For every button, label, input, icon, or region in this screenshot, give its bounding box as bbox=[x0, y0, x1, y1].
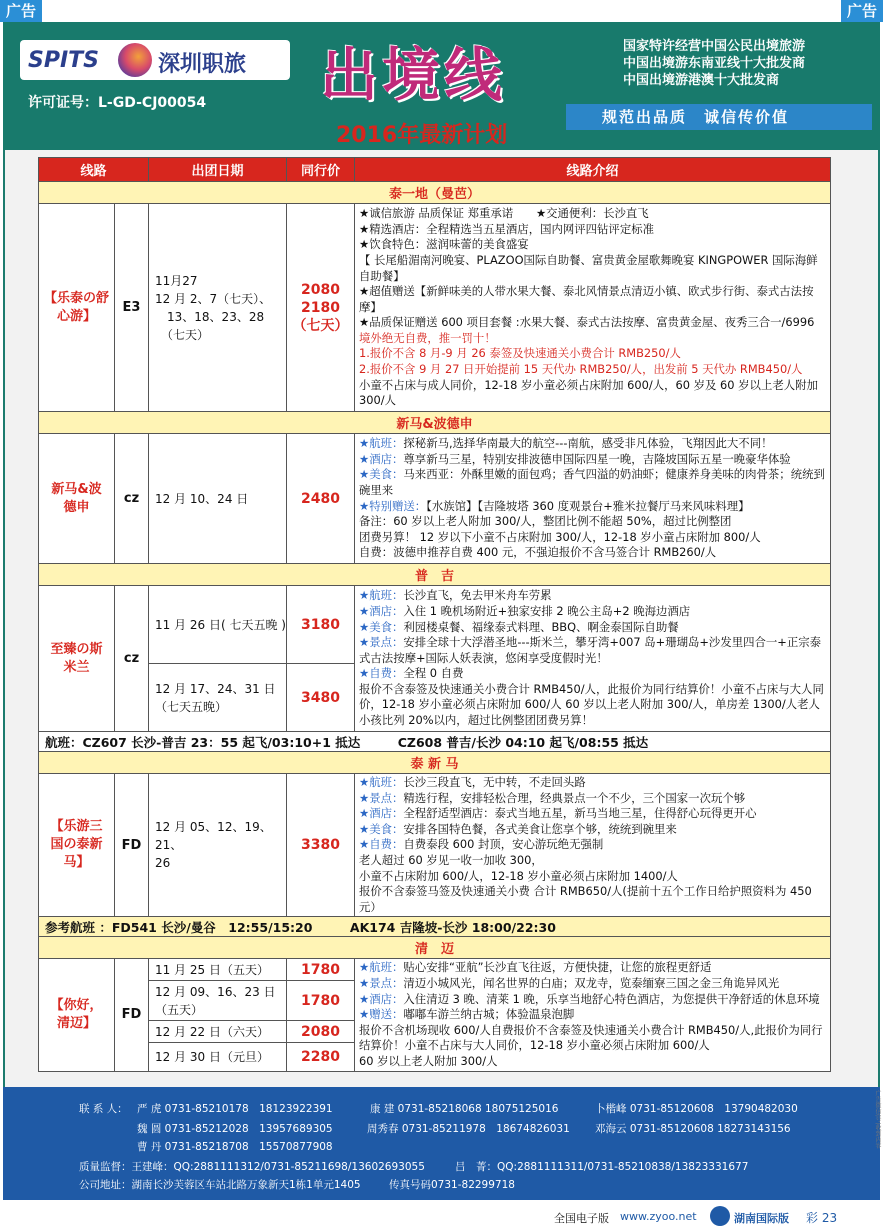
table-header-row bbox=[39, 158, 831, 182]
desc-label: ★航班： bbox=[359, 588, 404, 603]
edition-name: 湖南国际版 bbox=[734, 1212, 789, 1225]
trade-price: 3380 bbox=[287, 774, 355, 917]
desc-line: 报价不含泰签马签及快速通关小费 合计 RMB650/人(提前十五个工作日给护照资料为 450 元） bbox=[359, 884, 812, 914]
desc-line bbox=[359, 775, 826, 791]
ad-label-left: 广告 bbox=[0, 0, 42, 22]
desc-text: 马来西亚：外酥里嫩的面包鸡；香气四溢的奶油虾；健康养身美味的肉骨茶；统统到碗里来 bbox=[359, 467, 825, 497]
desc-line bbox=[359, 604, 826, 620]
desc-text: 入住清迈 3 晚、清莱 1 晚，乐享当地舒心特色酒店，为您提供干净舒适的休息环境 bbox=[403, 991, 820, 1006]
desc-label: ★特别赠送： bbox=[359, 498, 427, 513]
contact-footer bbox=[3, 1087, 880, 1200]
departure-dates: 12 月 22 日（六天） bbox=[149, 1021, 287, 1043]
desc-line bbox=[359, 467, 826, 498]
desc-line: 2.报价不含 9 月 27 日开始提前 15 天代办 RMB250/人，出发前 5 天代办 RMB450/人 bbox=[359, 362, 803, 377]
table-row bbox=[39, 774, 831, 917]
trade-price: 2080 bbox=[287, 1021, 355, 1043]
quality-supervisor: 吕 菁：QQ:2881111311/0731-85210838/13823331677 bbox=[455, 1161, 749, 1173]
trade-price: 3480 bbox=[287, 664, 355, 732]
airline-code: FD bbox=[115, 959, 149, 1071]
desc-line: 报价不含泰签及快速通关小费合计 RMB450/人，此报价为同行结算价！小童不占床与大人同价，12-18 岁小童必须占床附加 600/人 60 岁以上老人附加 300/人，单房差 1300/人老人小孩比列 20%以内，超过比例整团团费另算！ bbox=[359, 681, 824, 728]
desc-text: 利园楼桌餐、福缘泰式料理、BBQ、啊金泰国际自助餐 bbox=[403, 619, 679, 634]
section-title: 清 迈 bbox=[39, 937, 831, 959]
desc-label: ★自费： bbox=[359, 837, 404, 852]
ad-label-right: 广告 bbox=[841, 0, 883, 22]
departure-dates: 12 月 09、16、23 日 （五天） bbox=[149, 981, 287, 1021]
desc-text: 【水族馆】【吉隆坡塔 360 度观景台+雅米拉餐厅马来风味料理】 bbox=[426, 498, 750, 513]
flight-info: 参考航班 ：FD541 长沙/曼谷 12:55/15:20 AK174 吉隆坡-长沙 18:00/22:30 bbox=[39, 917, 831, 937]
desc-label: ★航班： bbox=[359, 960, 404, 975]
page-number: 彩 23 bbox=[806, 1211, 838, 1225]
desc-line bbox=[359, 499, 826, 515]
desc-line bbox=[359, 452, 826, 468]
route-description bbox=[355, 434, 831, 564]
desc-label: ★赠送： bbox=[359, 1007, 404, 1022]
section-title: 新马&波德申 bbox=[39, 412, 831, 434]
poster-header bbox=[3, 22, 880, 150]
contact-entry: 魏 圆 0731-85212028 13957689305 bbox=[137, 1123, 333, 1135]
departure-dates: 12 月 17、24、31 日 （七天五晚） bbox=[149, 664, 287, 732]
contact-label: 联 系 人： bbox=[79, 1103, 128, 1115]
trade-price: 3180 bbox=[287, 586, 355, 664]
desc-line: 备注：60 岁以上老人附加 300/人，整团比例不能超 50%，超过比例整团 bbox=[359, 514, 732, 529]
contact-entry: 曹 丹 0731-85218708 15570877908 bbox=[137, 1141, 333, 1153]
departure-dates: 11 月 25 日（五天） bbox=[149, 959, 287, 981]
desc-line: ★品质保证赠送 600 项目套餐 :水果大餐、泰式古法按摩、富贵黄金屋、夜秀三合一/6996 bbox=[359, 315, 815, 330]
desc-line: ★精选酒店：全程精选当五星酒店，国内网评四钻评定标准 bbox=[359, 221, 654, 236]
desc-text: 安排全球十大浮潜圣地---斯米兰，攀牙湾+007 岛+珊瑚岛+沙发里四合一+正宗泰式古法按摩+国际人妖表演，悠闲享受度假时光！ bbox=[359, 635, 821, 665]
departure-dates: 11 月 26 日( 七天五晚 ) bbox=[149, 586, 287, 664]
desc-text: 探秘新马,选择华南最大的航空---南航，感受非凡体验，飞翔因此大不同！ bbox=[403, 436, 773, 451]
company-claims bbox=[623, 38, 805, 89]
route-description bbox=[355, 204, 831, 412]
section-title: 普 吉 bbox=[39, 564, 831, 586]
route-name: 【乐泰の舒心游】 bbox=[39, 204, 115, 412]
desc-label: ★景点： bbox=[359, 975, 404, 990]
desc-label: ★自费： bbox=[359, 666, 404, 681]
table-row bbox=[39, 204, 831, 412]
claim-line: 中国出境游东南亚线十大批发商 bbox=[623, 56, 806, 71]
website-link[interactable]: www.zyoo.net bbox=[620, 1210, 697, 1223]
desc-text: 贴心安排“亚航”长沙直飞往返，方便快捷，让您的旅程更舒适 bbox=[403, 960, 712, 975]
desc-line: 【 长尾船湄南河晚宴、PLAZOO国际自助餐、富贵黄金屋歌舞晚宴 KINGPOWER 国际海鲜自助餐】 bbox=[359, 252, 818, 283]
desc-text: 嘟嘟车游兰纳古城；体验温泉泡脚 bbox=[403, 1007, 575, 1022]
departure-dates: 12 月 05、12、19、21、 26 bbox=[149, 774, 287, 917]
quality-supervisor: 质量监督：王建峰：QQ:2881111312/0731-85211698/13602693055 bbox=[79, 1161, 425, 1173]
desc-label: ★酒店： bbox=[359, 603, 404, 618]
flight-info: 航班：CZ607 长沙-普吉 23：55 起飞/03:10+1 抵达 CZ608 普吉/长沙 04:10 起飞/08:55 抵达 bbox=[39, 732, 831, 752]
route-description bbox=[355, 586, 831, 732]
header-price: 同行价 bbox=[287, 158, 355, 182]
desc-label: ★航班： bbox=[359, 436, 404, 451]
desc-line bbox=[359, 635, 826, 666]
contact-entry: 卜楷峰 0731-85120608 13790482030 bbox=[595, 1103, 798, 1115]
desc-line bbox=[359, 960, 826, 976]
desc-line bbox=[359, 806, 826, 822]
header-route: 线路 bbox=[39, 158, 149, 182]
route-table bbox=[38, 157, 831, 1072]
table-row bbox=[39, 959, 831, 981]
airline-code: FD bbox=[115, 774, 149, 917]
desc-text: 长沙三段直飞，无中转，不走回头路 bbox=[403, 775, 586, 789]
route-name: 新马&波 德申 bbox=[39, 434, 115, 564]
desc-text: 入住 1 晚机场附近+独家安排 2 晚公主岛+2 晚海边酒店 bbox=[403, 603, 691, 618]
section-title: 泰 新 马 bbox=[39, 752, 831, 774]
page-bottom-bar bbox=[0, 1200, 883, 1230]
desc-line: 小童不占床与成人同价，12-18 岁小童必须占床附加 600/人，60 岁及 60 岁以上老人附加 300/人 bbox=[359, 377, 818, 408]
route-description bbox=[355, 959, 831, 1071]
desc-label: ★美食： bbox=[359, 821, 404, 836]
desc-line bbox=[359, 791, 826, 807]
globe-icon bbox=[710, 1206, 730, 1226]
contact-entry: 周秀春 0731-85211978 18674826031 bbox=[367, 1123, 570, 1135]
side-note: 广告微信(号)收到内容 bbox=[874, 1090, 881, 1149]
desc-line: 老人超过 60 岁见一收一加收 300， bbox=[359, 852, 543, 867]
desc-label: ★景点： bbox=[359, 790, 404, 805]
desc-label: ★美食： bbox=[359, 619, 404, 634]
desc-line: 报价不含机场现收 600/人自费报价不含泰签及快速通关小费合计 RMB450/人,此报价为同行结算价！小童不占床与大人同价，12-18 岁小童必须占床附加 600/人 bbox=[359, 1022, 823, 1053]
brand-name: 深圳职旅 bbox=[158, 52, 247, 77]
claim-line: 中国出境游港澳十大批发商 bbox=[623, 73, 780, 88]
desc-label: ★航班： bbox=[359, 775, 404, 789]
desc-text: 精选行程，安排轻松合理，经典景点一个不少，三个国家一次玩个够 bbox=[403, 790, 746, 805]
desc-text: 自费泰段 600 封顶，安心游玩绝无强制 bbox=[403, 837, 604, 852]
desc-label: ★酒店： bbox=[359, 451, 404, 466]
desc-line bbox=[359, 822, 826, 838]
desc-line: 团费另算！ 12 岁以下小童不占床附加 300/人，12-18 岁小童占床附加 800/人 bbox=[359, 529, 761, 544]
airline-code: cz bbox=[115, 434, 149, 564]
desc-line: 60 岁以上老人附加 300/人 bbox=[359, 1053, 498, 1068]
airline-code: cz bbox=[115, 586, 149, 732]
trade-price: 1780 bbox=[287, 981, 355, 1021]
desc-text: 清迈小城风光，闻名世界的白庙；双龙寺，览泰缅寮三国之金三角诡异风光 bbox=[403, 975, 780, 990]
trade-price: 1780 bbox=[287, 959, 355, 981]
edition-label: 全国电子版 bbox=[554, 1212, 609, 1225]
table-row bbox=[39, 434, 831, 564]
desc-line bbox=[359, 620, 826, 636]
desc-line bbox=[359, 976, 826, 992]
departure-dates: 12 月 30 日（元旦） bbox=[149, 1043, 287, 1071]
desc-line bbox=[359, 588, 826, 604]
route-description bbox=[355, 774, 831, 917]
desc-line: ★诚信旅游 品质保证 郑重承诺 ★交通便利：长沙直飞 bbox=[359, 206, 649, 221]
desc-line: 境外绝无自费，推一罚十！ bbox=[359, 330, 496, 345]
contact-entry: 严 虎 0731-85210178 18123922391 bbox=[137, 1103, 333, 1115]
desc-line bbox=[359, 837, 826, 853]
route-name: 【乐游三 国の泰新 马】 bbox=[39, 774, 115, 917]
desc-line: 小童不占床附加 600/人，12-18 岁小童必须占床附加 1400/人 bbox=[359, 868, 678, 883]
desc-text: 全程舒适型酒店：泰式当地五星，新马当地三星，住得舒心玩得更开心 bbox=[403, 806, 757, 821]
desc-text: 全程 0 自费 bbox=[403, 666, 464, 681]
header-date: 出团日期 bbox=[149, 158, 287, 182]
desc-label: ★酒店： bbox=[359, 991, 404, 1006]
table-row bbox=[39, 586, 831, 664]
desc-line: ★超值赠送【新鲜味美的人带水果大餐、泰北风情景点清迈小镇、欧式步行街、泰式古法按摩】 bbox=[359, 284, 814, 314]
trade-price: 2480 bbox=[287, 434, 355, 564]
contact-entry: 邓海云 0731-85120608 18273143156 bbox=[595, 1123, 791, 1135]
trade-price: 2080 2180 （七天） bbox=[287, 204, 355, 412]
desc-line bbox=[359, 666, 826, 682]
airline-code: E3 bbox=[115, 204, 149, 412]
desc-line: 自费：波德申推荐自费 400 元，不强迫报价不含马签合计 RMB260/人 bbox=[359, 545, 717, 560]
poster-subtitle: 2016年最新计划 bbox=[336, 123, 508, 148]
section-title: 泰一地（曼芭） bbox=[39, 182, 831, 204]
desc-line bbox=[359, 992, 826, 1008]
desc-label: ★酒店： bbox=[359, 806, 404, 821]
desc-text: 长沙直飞，免去甲米舟车劳累 bbox=[403, 588, 552, 603]
slogan-banner: 规范出品质 诚信传价值 bbox=[566, 104, 872, 130]
brand-swirl-icon bbox=[118, 43, 152, 77]
desc-text: 安排各国特色餐，各式美食让您享个够，统统到碗里来 bbox=[403, 821, 677, 836]
desc-label: ★景点： bbox=[359, 635, 404, 650]
claim-line: 国家特许经营中国公民出境旅游 bbox=[623, 39, 806, 54]
company-address: 公司地址：湖南长沙芙蓉区车站北路万象新天1栋1单元1405 bbox=[79, 1179, 361, 1191]
license-number: 许可证号：L-GD-CJ00054 bbox=[28, 95, 207, 111]
poster-title: 出境线 bbox=[320, 41, 507, 109]
departure-dates: 12 月 10、24 日 bbox=[149, 434, 287, 564]
desc-line: 1.报价不含 8 月-9 月 26 泰签及快速通关小费合计 RMB250/人 bbox=[359, 346, 681, 361]
departure-dates: 11月27 12 月 2、7（七天）、 13、18、23、28 （七天） bbox=[149, 204, 287, 412]
route-name: 【你好， 清迈】 bbox=[39, 959, 115, 1071]
route-name: 至臻の斯 米兰 bbox=[39, 586, 115, 732]
contact-entry: 康 建 0731-85218068 18075125016 bbox=[370, 1103, 559, 1115]
desc-line bbox=[359, 1007, 826, 1023]
ad-strip bbox=[0, 0, 883, 22]
trade-price: 2280 bbox=[287, 1043, 355, 1071]
desc-label: ★美食： bbox=[359, 467, 404, 482]
header-desc: 线路介绍 bbox=[355, 158, 831, 182]
brand-logo-text: SPITS bbox=[28, 48, 100, 73]
desc-line bbox=[359, 436, 826, 452]
fax-number: 传真号码0731-82299718 bbox=[389, 1179, 515, 1191]
desc-line: ★饮食特色：滋润味蕾的美食盛宴 bbox=[359, 237, 529, 252]
desc-text: 尊享新马三星，特别安排波德申国际四星一晚，吉隆坡国际五星一晚豪华体验 bbox=[403, 451, 791, 466]
